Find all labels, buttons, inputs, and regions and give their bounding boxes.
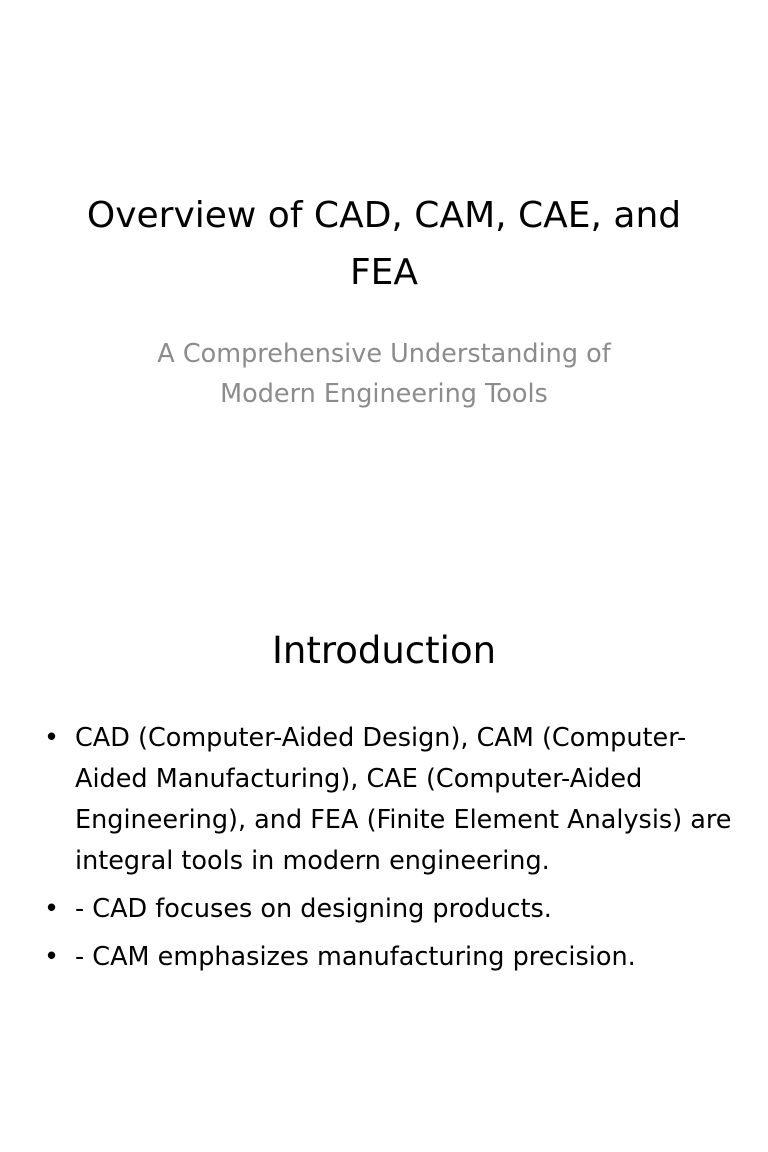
bullet-text: - CAM emphasizes manufacturing precision. xyxy=(75,942,636,972)
introduction-slide xyxy=(0,576,768,1152)
bullet-text: - CAD focuses on designing products. xyxy=(75,894,552,924)
slide-title: Overview of CAD, CAM, CAE, and FEA xyxy=(86,195,682,293)
bullet-icon: • xyxy=(44,723,60,753)
bullet-text: CAD (Computer-Aided Design), CAM (Computer-Aided Manufacturing), CAE (Computer-Aided Engineering), and FEA (Finite Element Analysis) are integral tools in modern engineering. xyxy=(75,723,732,876)
slide-subtitle: A Comprehensive Understanding of Modern Engineering Tools xyxy=(157,339,611,409)
bullet-icon: • xyxy=(44,942,60,972)
slide-title: Introduction xyxy=(271,629,497,672)
bullet-item xyxy=(44,937,744,978)
bullet-item xyxy=(44,889,744,930)
bullet-icon: • xyxy=(44,894,60,924)
bullet-item xyxy=(44,718,744,882)
bullet-list xyxy=(44,718,744,985)
